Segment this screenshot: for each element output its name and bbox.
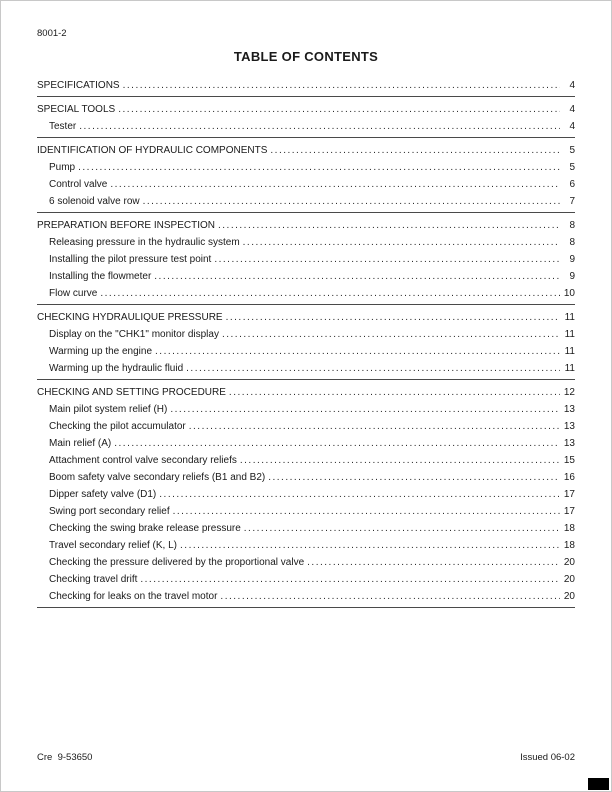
toc-page-number: 13 bbox=[563, 404, 575, 415]
toc-section-title bbox=[37, 384, 575, 401]
dot-leader bbox=[154, 268, 560, 285]
dot-leader bbox=[79, 118, 560, 135]
toc-entry-label: CHECKING HYDRAULIQUE PRESSURE bbox=[37, 312, 223, 323]
dot-leader bbox=[170, 401, 560, 418]
dot-leader bbox=[173, 503, 560, 520]
table-of-contents bbox=[37, 77, 575, 612]
dot-leader bbox=[186, 360, 560, 377]
dot-leader bbox=[155, 343, 560, 360]
toc-entry bbox=[37, 268, 575, 285]
toc-entry-label: Main relief (A) bbox=[49, 438, 112, 449]
toc-entry bbox=[37, 193, 575, 210]
toc-entry-label: Checking the swing brake release pressure bbox=[49, 523, 241, 534]
toc-page-number: 11 bbox=[564, 312, 575, 323]
toc-entry bbox=[37, 537, 575, 554]
toc-entry-label: Travel secondary relief (K, L) bbox=[49, 540, 178, 551]
toc-page-number: 20 bbox=[563, 574, 575, 585]
toc-entry-label: 6 solenoid valve row bbox=[49, 196, 140, 207]
toc-page-number: 9 bbox=[569, 254, 575, 265]
toc-entry-label: SPECIFICATIONS bbox=[37, 80, 120, 91]
toc-page-number: 11 bbox=[564, 363, 575, 374]
toc-entry bbox=[37, 251, 575, 268]
toc-section-title bbox=[37, 217, 575, 234]
toc-page-number: 9 bbox=[569, 271, 575, 282]
toc-entry-label: Pump bbox=[49, 162, 76, 173]
toc-entry-label: SPECIAL TOOLS bbox=[37, 104, 116, 115]
toc-section bbox=[37, 217, 575, 305]
toc-page-number: 5 bbox=[569, 145, 575, 156]
dot-leader bbox=[243, 234, 560, 251]
toc-entry-label: Checking the pressure delivered by the proportional valve bbox=[49, 557, 305, 568]
toc-entry-label: Checking travel drift bbox=[49, 574, 138, 585]
dot-leader bbox=[143, 193, 560, 210]
toc-entry bbox=[37, 159, 575, 176]
toc-section bbox=[37, 77, 575, 97]
toc-entry-label: CHECKING AND SETTING PROCEDURE bbox=[37, 387, 226, 398]
toc-page-number: 12 bbox=[563, 387, 575, 398]
toc-entry bbox=[37, 469, 575, 486]
toc-section-title bbox=[37, 142, 575, 159]
page-footer bbox=[37, 752, 575, 763]
toc-entry bbox=[37, 234, 575, 251]
dot-leader bbox=[159, 486, 560, 503]
toc-entry-label: PREPARATION BEFORE INSPECTION bbox=[37, 220, 215, 231]
toc-page-number: 7 bbox=[569, 196, 575, 207]
toc-entry bbox=[37, 503, 575, 520]
dot-leader bbox=[307, 554, 560, 571]
toc-entry-label: Warming up the engine bbox=[49, 346, 153, 357]
toc-section bbox=[37, 309, 575, 380]
toc-page-number: 4 bbox=[569, 104, 575, 115]
toc-entry-label: Dipper safety valve (D1) bbox=[49, 489, 157, 500]
toc-page-number: 8 bbox=[569, 237, 575, 248]
toc-page-number: 4 bbox=[569, 121, 575, 132]
doc-number: 8001-2 bbox=[37, 28, 67, 39]
dot-leader bbox=[123, 77, 560, 94]
toc-page-number: 17 bbox=[563, 506, 575, 517]
toc-entry-label: Installing the pilot pressure test point bbox=[49, 254, 212, 265]
dot-leader bbox=[140, 571, 560, 588]
toc-entry bbox=[37, 326, 575, 343]
toc-entry bbox=[37, 401, 575, 418]
toc-entry bbox=[37, 435, 575, 452]
toc-section-title bbox=[37, 309, 575, 326]
toc-entry bbox=[37, 452, 575, 469]
toc-page-number: 20 bbox=[563, 557, 575, 568]
dot-leader bbox=[78, 159, 560, 176]
toc-page-number: 4 bbox=[569, 80, 575, 91]
toc-entry bbox=[37, 176, 575, 193]
toc-page-number: 11 bbox=[564, 329, 575, 340]
dot-leader bbox=[180, 537, 560, 554]
toc-entry-label: Flow curve bbox=[49, 288, 98, 299]
toc-section bbox=[37, 101, 575, 138]
footer-issue-date: Issued 06-02 bbox=[520, 752, 575, 763]
toc-entry bbox=[37, 285, 575, 302]
toc-entry bbox=[37, 554, 575, 571]
dot-leader bbox=[240, 452, 560, 469]
toc-entry-label: Releasing pressure in the hydraulic system bbox=[49, 237, 240, 248]
dot-leader bbox=[226, 309, 560, 326]
toc-section bbox=[37, 384, 575, 608]
toc-entry-label: Checking the pilot accumulator bbox=[49, 421, 186, 432]
toc-page-number: 6 bbox=[569, 179, 575, 190]
toc-section-title bbox=[37, 77, 575, 94]
dot-leader bbox=[110, 176, 560, 193]
page-title: TABLE OF CONTENTS bbox=[233, 49, 379, 64]
toc-entry bbox=[37, 520, 575, 537]
toc-page-number: 13 bbox=[563, 438, 575, 449]
toc-entry-label: Main pilot system relief (H) bbox=[49, 404, 168, 415]
toc-entry-label: Display on the "CHK1" monitor display bbox=[49, 329, 219, 340]
toc-entry-label: Installing the flowmeter bbox=[49, 271, 152, 282]
toc-entry-label: Checking for leaks on the travel motor bbox=[49, 591, 218, 602]
dot-leader bbox=[214, 251, 560, 268]
toc-entry-label: IDENTIFICATION OF HYDRAULIC COMPONENTS bbox=[37, 145, 268, 156]
toc-page-number: 13 bbox=[563, 421, 575, 432]
dot-leader bbox=[222, 326, 560, 343]
toc-entry-label: Boom safety valve secondary reliefs (B1 and B2) bbox=[49, 472, 266, 483]
toc-page-number: 10 bbox=[563, 288, 575, 299]
footer-doc-code: Cre 9-53650 bbox=[37, 752, 93, 763]
toc-entry-label: Warming up the hydraulic fluid bbox=[49, 363, 184, 374]
dot-leader bbox=[270, 142, 560, 159]
toc-page-number: 5 bbox=[569, 162, 575, 173]
dot-leader bbox=[229, 384, 560, 401]
toc-page-number: 16 bbox=[563, 472, 575, 483]
toc-entry bbox=[37, 486, 575, 503]
toc-page-number: 11 bbox=[564, 346, 575, 357]
toc-page-number: 20 bbox=[563, 591, 575, 602]
toc-page-number: 8 bbox=[569, 220, 575, 231]
toc-entry-label: Control valve bbox=[49, 179, 108, 190]
toc-page-number: 15 bbox=[563, 455, 575, 466]
toc-entry-label: Swing port secondary relief bbox=[49, 506, 170, 517]
toc-entry bbox=[37, 571, 575, 588]
toc-entry bbox=[37, 588, 575, 605]
corner-mark bbox=[588, 778, 609, 790]
toc-section-title bbox=[37, 101, 575, 118]
dot-leader bbox=[244, 520, 560, 537]
toc-section bbox=[37, 142, 575, 213]
dot-leader bbox=[268, 469, 560, 486]
toc-entry bbox=[37, 343, 575, 360]
toc-page-number: 18 bbox=[563, 540, 575, 551]
dot-leader bbox=[114, 435, 560, 452]
dot-leader bbox=[220, 588, 560, 605]
dot-leader bbox=[218, 217, 560, 234]
toc-entry bbox=[37, 360, 575, 377]
toc-page-number: 18 bbox=[563, 523, 575, 534]
dot-leader bbox=[100, 285, 560, 302]
dot-leader bbox=[118, 101, 560, 118]
dot-leader bbox=[189, 418, 560, 435]
toc-entry bbox=[37, 118, 575, 135]
toc-entry-label: Tester bbox=[49, 121, 77, 132]
toc-page-number: 17 bbox=[563, 489, 575, 500]
toc-entry bbox=[37, 418, 575, 435]
toc-entry-label: Attachment control valve secondary reliefs bbox=[49, 455, 237, 466]
